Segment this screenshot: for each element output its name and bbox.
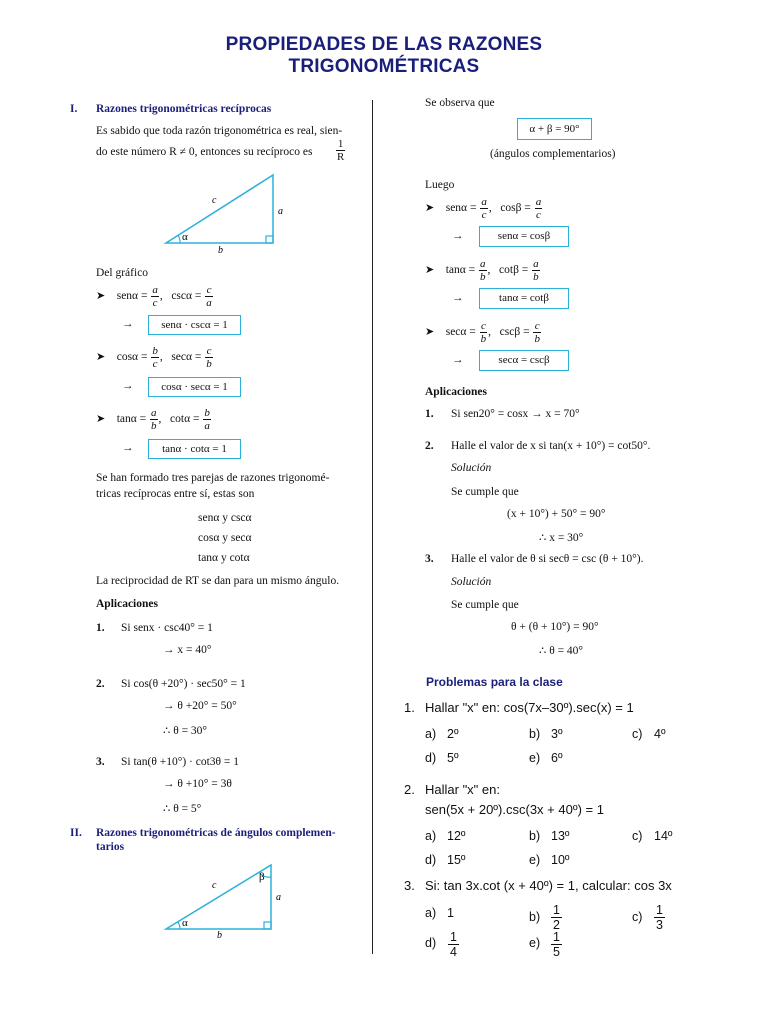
complementary-triangle-diagram	[160, 860, 300, 942]
problem-number: 3.	[404, 878, 415, 893]
ratio-label: cosα =	[116, 351, 148, 364]
problem-text: Si: tan 3x.cot (x + 40º) = 1, calcular: cos 3x	[425, 878, 672, 893]
right-arrow-icon: →	[452, 230, 464, 242]
option-value: 14º	[654, 829, 673, 843]
left-row-2	[96, 345, 214, 370]
right-row-1	[425, 196, 543, 221]
separator: ,	[158, 413, 162, 426]
angle-alpha-label: α	[182, 917, 188, 929]
frac-num: 1	[450, 930, 457, 944]
side-c-label: c	[212, 880, 217, 891]
section2-number: II.	[70, 827, 82, 839]
side-a-label: a	[276, 892, 281, 903]
pair-item: senα y cscα	[198, 512, 252, 524]
app-number: 1.	[96, 622, 105, 634]
app-statement: Si cos(θ +20°) · sec50° = 1	[121, 678, 246, 690]
pair-item: cosα y secα	[198, 532, 252, 544]
frac-den: b	[480, 333, 487, 345]
problem-text: Hallar "x" en: cos(7x–30º).sec(x) = 1	[425, 700, 634, 715]
frac-den: 2	[553, 918, 560, 932]
luego-text: Luego	[425, 179, 455, 191]
side-c-label: c	[212, 195, 217, 206]
problem-number: 1.	[404, 700, 415, 715]
option-value: 1	[447, 906, 454, 920]
frac-num: a	[151, 407, 157, 419]
option-label: c)	[632, 910, 643, 924]
app-step: → θ +20° = 50°	[163, 700, 237, 712]
separator: ,	[488, 326, 492, 339]
right-triangle-diagram	[160, 170, 300, 255]
option-value: 15º	[447, 853, 466, 867]
frac-num: 1	[553, 903, 560, 917]
observa-text: Se observa que	[425, 97, 495, 109]
solucion-label: Solución	[451, 462, 492, 474]
frac-den: a	[204, 420, 210, 432]
frac-den: b	[533, 271, 539, 283]
frac-num: a	[535, 196, 542, 208]
frac-num: b	[204, 407, 210, 419]
frac-num: c	[534, 320, 540, 332]
left-row-3	[96, 407, 212, 432]
option-fraction	[654, 903, 665, 932]
problem-text: Hallar "x" en:	[425, 782, 500, 797]
equation-result: ∴ θ = 40°	[539, 645, 584, 657]
problems-heading: Problemas para la clase	[426, 675, 563, 689]
left-row-1	[96, 284, 214, 309]
option-label: a)	[425, 727, 437, 741]
option-value: 6º	[551, 751, 563, 765]
app-statement: Halle el valor de θ si secθ = csc (θ + 10°).	[451, 553, 644, 565]
option-value: 12º	[447, 829, 466, 843]
pairs-line1: Se han formado tres parejas de razones trigonomé-	[96, 472, 330, 484]
option-label: e)	[529, 751, 541, 765]
reciprocal-fraction	[335, 138, 346, 163]
separator: ,	[159, 351, 163, 364]
app-number: 2.	[96, 678, 105, 690]
frac-den: b	[480, 271, 486, 283]
section2-heading-line1: Razones trigonométricas de ángulos complemen-	[96, 827, 336, 839]
app-step: ∴ θ = 5°	[163, 803, 202, 815]
applications-heading: Aplicaciones	[96, 598, 158, 610]
option-value: 10º	[551, 853, 570, 867]
frac-num: 1	[656, 903, 663, 917]
complementary-box: α + β = 90°	[517, 118, 592, 140]
frac-den: b	[534, 333, 540, 345]
frac-den: c	[536, 209, 541, 221]
angle-arc	[178, 235, 180, 243]
applications-heading: Aplicaciones	[425, 386, 487, 398]
option-label: d)	[425, 936, 437, 950]
separator: ,	[488, 202, 492, 215]
arrow-bullet-icon: ➤	[425, 264, 435, 277]
option-value: 4º	[654, 727, 666, 741]
identity-box: secα = cscβ	[479, 350, 569, 371]
cumple-text: Se cumple que	[451, 486, 519, 498]
option-label: e)	[529, 936, 541, 950]
option-fraction	[551, 903, 562, 932]
del-grafico: Del gráfico	[96, 267, 149, 279]
column-divider	[372, 100, 373, 954]
app-step: ∴ θ = 30°	[163, 725, 208, 737]
section1-intro-line2: do este número R ≠ 0, entonces su recíproco es	[96, 146, 313, 158]
page-title-line1: PROPIEDADES DE LAS RAZONES	[225, 34, 543, 55]
ratio-label: tanα =	[445, 264, 476, 277]
frac-num: 1	[553, 930, 560, 944]
app-step: → θ +10° = 3θ	[163, 778, 232, 790]
frac-num: c	[206, 284, 212, 296]
angle-alpha-label: α	[182, 231, 188, 243]
right-arrow-icon: →	[452, 354, 464, 366]
frac-num: a	[533, 258, 539, 270]
problem-text-line2: sen(5x + 20º).csc(3x + 40º) = 1	[425, 802, 604, 817]
right-arrow-icon: →	[122, 442, 134, 454]
identity-box: tanα = cotβ	[479, 288, 569, 309]
side-a-label: a	[278, 206, 283, 217]
option-label: b)	[529, 910, 541, 924]
arrow-bullet-icon: ➤	[96, 413, 106, 426]
angle-beta-label: β	[259, 871, 265, 883]
pair-item: tanα y cotα	[198, 552, 250, 564]
problem-number: 2.	[404, 782, 415, 797]
option-label: b)	[529, 829, 541, 843]
ratio-label: tanα =	[116, 413, 147, 426]
option-value: 5º	[447, 751, 459, 765]
identity-box: cosα · secα = 1	[148, 377, 241, 397]
frac-num: a	[480, 258, 486, 270]
app-number: 3.	[425, 553, 434, 565]
arrow-bullet-icon: ➤	[96, 351, 106, 364]
right-row-2	[425, 258, 541, 283]
ratio-label: cscα =	[171, 290, 202, 303]
cumple-text: Se cumple que	[451, 599, 519, 611]
alpha-angle-arc	[178, 922, 180, 929]
arrow-bullet-icon: ➤	[425, 326, 435, 339]
frac-den: 5	[553, 945, 560, 959]
app-number: 3.	[96, 756, 105, 768]
frac-den: c	[481, 209, 487, 221]
option-value: 2º	[447, 727, 459, 741]
option-label: a)	[425, 829, 437, 843]
right-arrow-icon: →	[122, 380, 134, 392]
page-title-line2: TRIGONOMÉTRICAS	[288, 56, 480, 77]
separator: ,	[487, 264, 491, 277]
right-angle-marker	[266, 236, 273, 243]
app-statement: Si senx · csc40° = 1	[121, 622, 213, 634]
recip-num: 1	[337, 138, 344, 150]
ratio-label: secα =	[171, 351, 202, 364]
frac-den: c	[152, 358, 158, 370]
frac-den: b	[206, 358, 212, 370]
solucion-label: Solución	[451, 576, 492, 588]
frac-den: 4	[450, 945, 457, 959]
frac-num: c	[206, 345, 212, 357]
frac-den: b	[151, 420, 157, 432]
app-number: 1.	[425, 408, 434, 420]
arrow-bullet-icon: ➤	[96, 290, 106, 303]
option-label: a)	[425, 906, 437, 920]
option-value: 13º	[551, 829, 570, 843]
option-label: c)	[632, 829, 643, 843]
ratio-label: cotα =	[170, 413, 200, 426]
frac-den: 3	[656, 918, 663, 932]
ratio-label: secα =	[445, 326, 476, 339]
section1-number: I.	[70, 103, 78, 115]
right-row-3	[425, 320, 542, 345]
frac-num: a	[481, 196, 487, 208]
side-b-label: b	[217, 930, 222, 941]
equation: (x + 10°) + 50° = 90°	[507, 508, 606, 520]
ratio-label: cotβ =	[499, 264, 529, 277]
identity-box: tanα · cotα = 1	[148, 439, 241, 459]
app-statement: Halle el valor de x si tan(x + 10°) = cot50°.	[451, 440, 651, 452]
section1-intro-line1: Es sabido que toda razón trigonométrica es real, sien-	[96, 125, 343, 137]
app-number: 2.	[425, 440, 434, 452]
right-arrow-icon: →	[122, 318, 134, 330]
ratio-label: cosβ =	[500, 202, 531, 215]
option-label: d)	[425, 853, 437, 867]
right-angle-marker	[264, 922, 271, 929]
arrow-bullet-icon: ➤	[425, 202, 435, 215]
option-fraction	[551, 930, 562, 959]
app-statement: Si sen20° = cosx → x = 70°	[451, 408, 580, 420]
frac-num: c	[480, 320, 486, 332]
equation: θ + (θ + 10°) = 90°	[511, 621, 599, 633]
option-label: e)	[529, 853, 541, 867]
app-statement: Si tan(θ +10°) · cot3θ = 1	[121, 756, 240, 768]
option-label: d)	[425, 751, 437, 765]
right-arrow-icon: →	[452, 292, 464, 304]
ratio-label: senα =	[445, 202, 477, 215]
frac-num: b	[152, 345, 158, 357]
ratio-label: cscβ =	[499, 326, 530, 339]
identity-box: senα = cosβ	[479, 226, 569, 247]
option-value: 3º	[551, 727, 563, 741]
frac-den: a	[206, 297, 212, 309]
ratio-label: senα =	[116, 290, 148, 303]
section2-heading-line2: tarios	[96, 841, 125, 853]
recip-den: R	[337, 151, 345, 163]
reciprocity-note: La reciprocidad de RT se dan para un mismo ángulo.	[96, 575, 340, 587]
option-label: b)	[529, 727, 541, 741]
identity-box: senα · cscα = 1	[148, 315, 241, 335]
app-step: → x = 40°	[163, 644, 212, 656]
separator: ,	[159, 290, 163, 303]
option-fraction	[448, 930, 459, 959]
side-b-label: b	[218, 245, 223, 255]
complementary-note: (ángulos complementarios)	[490, 148, 616, 160]
frac-num: a	[152, 284, 158, 296]
equation-result: ∴ x = 30°	[539, 532, 584, 544]
pairs-line2: tricas recíprocas entre sí, estas son	[96, 488, 255, 500]
section1-heading: Razones trigonométricas recíprocas	[96, 103, 272, 115]
option-label: c)	[632, 727, 643, 741]
frac-den: c	[152, 297, 158, 309]
